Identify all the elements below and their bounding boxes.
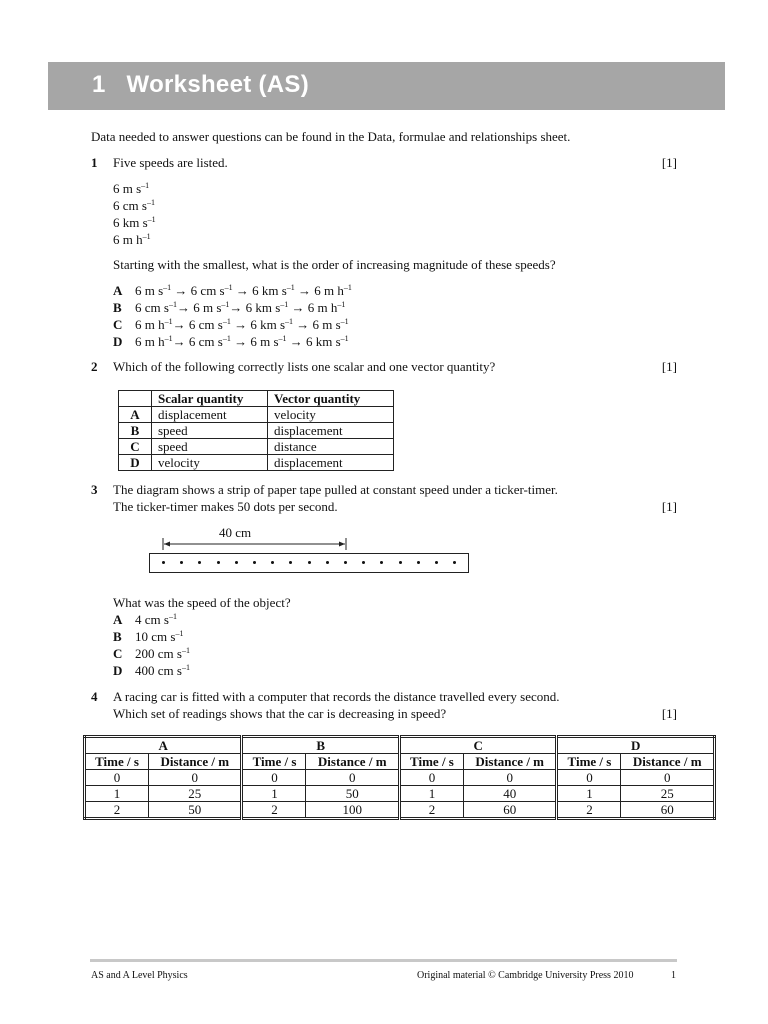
unit-text: 6 m s: [113, 181, 142, 196]
unit-exponent: –1: [164, 317, 173, 326]
table-cell: 25: [621, 786, 715, 802]
table-cell: 40: [463, 786, 556, 802]
option-letter: D: [113, 663, 123, 678]
tape-dot: [417, 561, 420, 564]
option-d: [113, 663, 190, 678]
unit-text: → 6 km s: [286, 334, 341, 349]
unit-exponent: –1: [286, 283, 295, 292]
table-row: [85, 802, 715, 819]
unit-exponent: –1: [141, 181, 150, 190]
table-cell: 100: [306, 802, 399, 819]
tape-dot: [453, 561, 456, 564]
unit-exponent: –1: [181, 646, 190, 655]
column-header: Distance / m: [621, 754, 715, 770]
table-cell: distance: [268, 439, 394, 455]
unit-text: → 6 m s: [230, 334, 279, 349]
mark: [1]: [661, 499, 677, 514]
table-cell: velocity: [268, 407, 394, 423]
column-header: Distance / m: [149, 754, 242, 770]
table-row: [119, 423, 394, 439]
table-cell: 0: [557, 770, 621, 786]
table-cell: C: [119, 439, 152, 455]
tape-dot: [217, 561, 220, 564]
table-cell: 0: [242, 770, 306, 786]
table-row: [119, 407, 394, 423]
mark: [1]: [661, 359, 677, 374]
tape-dot: [380, 561, 383, 564]
group-header: B: [242, 737, 399, 754]
distance-label: 40 cm: [219, 525, 252, 540]
option-c: [113, 646, 190, 661]
option-c: [113, 317, 349, 332]
table-cell: displacement: [268, 423, 394, 439]
unit-text: 400 cm s: [135, 663, 182, 678]
unit-exponent: –1: [181, 663, 190, 672]
table-cell: velocity: [152, 455, 268, 471]
worksheet-title: 1 Worksheet (AS): [92, 71, 310, 98]
unit-exponent: –1: [224, 283, 233, 292]
unit-exponent: –1: [280, 300, 289, 309]
intro-text: Data needed to answer questions can be found in the Data, formulae and relationships sheet.: [91, 129, 571, 144]
unit-text: 10 cm s: [135, 629, 176, 644]
unit-text: 6 cm s: [135, 300, 169, 315]
group-header: A: [85, 737, 242, 754]
question-text: The ticker-timer makes 50 dots per second.: [113, 499, 338, 514]
unit-text: 6 km s: [113, 215, 148, 230]
unit-text: → 6 m s: [176, 300, 222, 315]
table-cell: 1: [242, 786, 306, 802]
option-b: [113, 300, 345, 315]
option-letter: A: [113, 612, 123, 627]
table-cell: 50: [149, 802, 242, 819]
unit-text: → 6 km s: [229, 300, 281, 315]
tape-dot: [271, 561, 274, 564]
table-cell: 0: [463, 770, 556, 786]
table-cell: 50: [306, 786, 399, 802]
option-letter: A: [113, 283, 123, 298]
table-cell: 25: [149, 786, 242, 802]
paper-tape: [149, 553, 469, 573]
table-cell: displacement: [268, 455, 394, 471]
table-cell: D: [119, 455, 152, 471]
unit-exponent: –1: [175, 629, 184, 638]
tape-dot: [198, 561, 201, 564]
column-header: Distance / m: [306, 754, 399, 770]
footer-course: AS and A Level Physics: [91, 970, 188, 981]
unit-exponent: –1: [146, 198, 155, 207]
question-prompt: What was the speed of the object?: [113, 595, 291, 610]
group-header: C: [399, 737, 556, 754]
unit-exponent: –1: [164, 334, 173, 343]
question-number: 4: [91, 689, 98, 704]
header-bar: [48, 62, 725, 110]
option-d: [113, 334, 349, 349]
question-text: Which set of readings shows that the car is decreasing in speed?: [113, 706, 447, 721]
table-cell: 0: [399, 770, 463, 786]
speed-item: [113, 181, 149, 196]
option-b: [113, 629, 183, 644]
car-readings-table: [83, 735, 716, 820]
tape-dot: [399, 561, 402, 564]
table-cell: 0: [149, 770, 242, 786]
tape-dot: [308, 561, 311, 564]
group-header-row: [85, 737, 715, 754]
footer-rule: [90, 959, 677, 962]
option-letter: D: [113, 334, 123, 349]
tape-dot: [253, 561, 256, 564]
unit-text: 6 cm s: [113, 198, 147, 213]
question-prompt: Starting with the smallest, what is the order of increasing magnitude of these speeds?: [113, 257, 556, 272]
unit-text: 4 cm s: [135, 612, 169, 627]
unit-exponent: –1: [163, 283, 172, 292]
table-cell: 60: [463, 802, 556, 819]
scalar-vector-table: [118, 390, 394, 471]
unit-exponent: –1: [222, 317, 231, 326]
unit-text: → 6 cm s: [172, 317, 223, 332]
table-cell: 1: [85, 786, 149, 802]
option-letter: C: [113, 646, 123, 661]
column-header: Time / s: [242, 754, 306, 770]
mark: [1]: [661, 155, 677, 170]
unit-text: 6 m s: [135, 283, 164, 298]
table-cell: speed: [152, 423, 268, 439]
option-letter: B: [113, 300, 122, 315]
table-cell: 1: [557, 786, 621, 802]
tape-dot: [435, 561, 438, 564]
table-row: [119, 439, 394, 455]
table-cell: 0: [621, 770, 715, 786]
page-number: 1: [671, 970, 676, 981]
unit-exponent: –1: [285, 317, 293, 326]
column-header-row: [85, 754, 715, 770]
table-cell: 0: [85, 770, 149, 786]
tape-dot: [235, 561, 238, 564]
question-number: 1: [91, 155, 98, 170]
tape-dot: [362, 561, 365, 564]
unit-text: → 6 cm s: [172, 334, 223, 349]
mark: [1]: [661, 706, 677, 721]
unit-text: → 6 m h: [294, 283, 344, 298]
speed-item: [113, 198, 155, 213]
table-cell: 60: [621, 802, 715, 819]
footer-copyright: Original material © Cambridge University Press 2010: [417, 970, 634, 981]
table-cell: B: [119, 423, 152, 439]
table-cell: 2: [242, 802, 306, 819]
unit-exponent: –1: [340, 317, 349, 326]
table-cell: 2: [399, 802, 463, 819]
table-row: [85, 786, 715, 802]
option-a: [113, 283, 352, 298]
question-number: 3: [91, 482, 98, 497]
unit-text: → 6 km s: [230, 317, 285, 332]
unit-text: → 6 km s: [232, 283, 287, 298]
table-cell: speed: [152, 439, 268, 455]
table-header: [119, 391, 152, 407]
question-text: Which of the following correctly lists one scalar and one vector quantity?: [113, 359, 496, 374]
column-header: Time / s: [399, 754, 463, 770]
table-row: [119, 455, 394, 471]
question-text: A racing car is fitted with a computer that records the distance travelled every second.: [113, 689, 560, 704]
unit-exponent: –1: [278, 334, 287, 343]
speed-item: [113, 215, 156, 230]
unit-text: 6 m h: [135, 317, 165, 332]
question-number: 2: [91, 359, 98, 374]
question-text: The diagram shows a strip of paper tape pulled at constant speed under a ticker-timer.: [113, 482, 558, 497]
column-header: Time / s: [85, 754, 149, 770]
unit-text: → 6 m s: [293, 317, 341, 332]
speed-item: [113, 232, 151, 247]
table-header: Scalar quantity: [152, 391, 268, 407]
table-cell: 1: [399, 786, 463, 802]
unit-exponent: –1: [168, 612, 177, 621]
column-header: Distance / m: [463, 754, 556, 770]
unit-text: → 6 m h: [288, 300, 338, 315]
tape-dot: [289, 561, 292, 564]
unit-exponent: –1: [221, 300, 230, 309]
tape-dot: [344, 561, 347, 564]
option-letter: B: [113, 629, 122, 644]
tape-dot: [180, 561, 183, 564]
table-cell: A: [119, 407, 152, 423]
group-header: D: [557, 737, 715, 754]
table-header: Vector quantity: [268, 391, 394, 407]
unit-exponent: –1: [222, 334, 231, 343]
table-cell: 2: [85, 802, 149, 819]
table-cell: 2: [557, 802, 621, 819]
table-cell: 0: [306, 770, 399, 786]
unit-text: → 6 cm s: [171, 283, 225, 298]
unit-text: 6 m h: [113, 232, 143, 247]
unit-exponent: –1: [343, 283, 352, 292]
table-row: [85, 770, 715, 786]
tape-dot: [326, 561, 329, 564]
unit-text: 6 m h: [135, 334, 165, 349]
unit-exponent: –1: [147, 215, 156, 224]
unit-exponent: –1: [142, 232, 151, 241]
unit-exponent: –1: [337, 300, 346, 309]
question-text: Five speeds are listed.: [113, 155, 228, 170]
option-a: [113, 612, 177, 627]
option-letter: C: [113, 317, 123, 332]
tape-dot: [162, 561, 165, 564]
column-header: Time / s: [557, 754, 621, 770]
unit-text: 200 cm s: [135, 646, 182, 661]
unit-exponent: –1: [168, 300, 177, 309]
table-cell: displacement: [152, 407, 268, 423]
unit-exponent: –1: [340, 334, 349, 343]
distance-arrow: [160, 537, 350, 551]
